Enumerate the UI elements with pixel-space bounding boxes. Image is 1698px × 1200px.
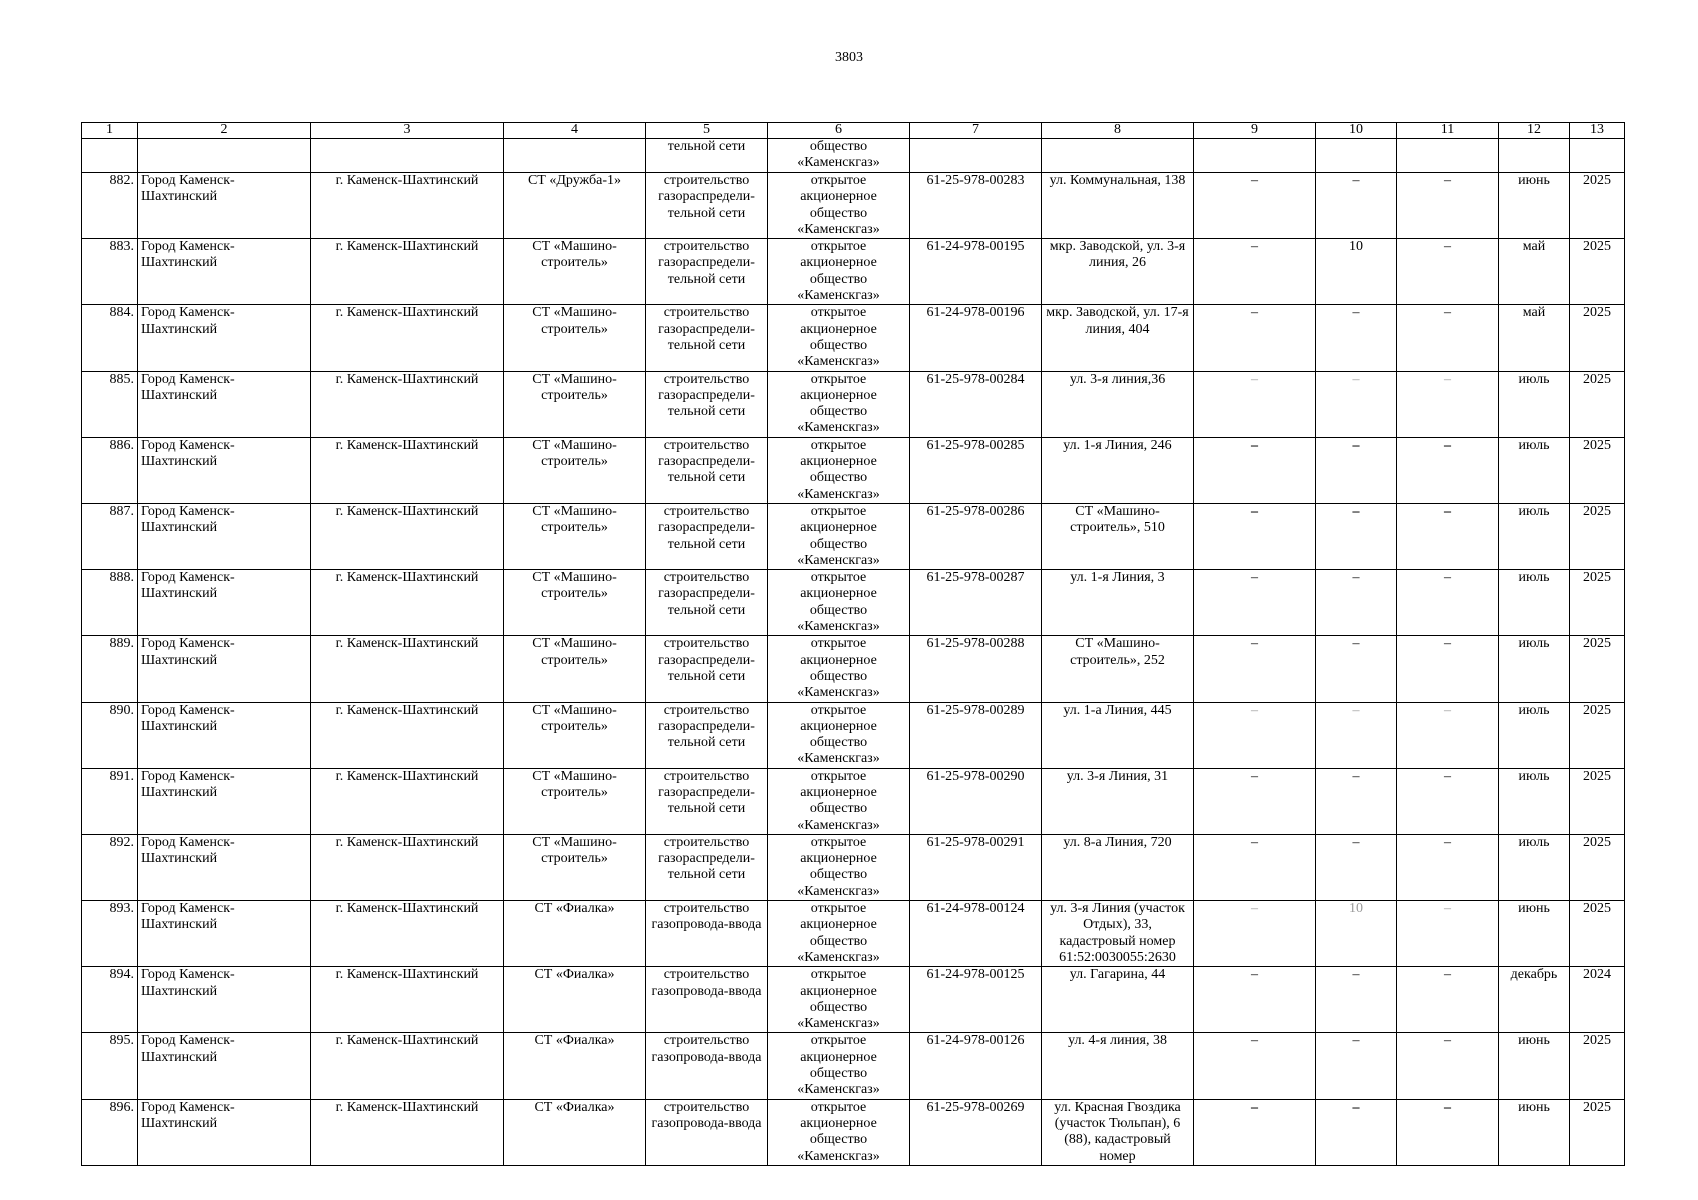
district-cell: Город Каменск-Шахтинский — [138, 570, 311, 636]
col9-cell: – — [1194, 1099, 1316, 1165]
col10-cell: – — [1316, 437, 1397, 503]
settlement-cell: г. Каменск-Шахтинский — [311, 305, 504, 371]
col11-cell: – — [1397, 1099, 1499, 1165]
address-cell: ул. Коммунальная, 138 — [1042, 173, 1194, 239]
col10-cell: – — [1316, 173, 1397, 239]
col9-cell: – — [1194, 173, 1316, 239]
district-cell: Город Каменск-Шахтинский — [138, 967, 311, 1033]
month-cell: июнь — [1499, 173, 1570, 239]
settlement-cell: г. Каменск-Шахтинский — [311, 702, 504, 768]
continuation-work-cell: тельной сети — [646, 139, 768, 173]
organization-cell: открытое акционерное общество «Каменскгаз» — [768, 901, 910, 967]
col11-cell: – — [1397, 437, 1499, 503]
col10-cell: – — [1316, 1099, 1397, 1165]
district-cell: Город Каменск-Шахтинский — [138, 901, 311, 967]
month-cell: июнь — [1499, 901, 1570, 967]
col-header-10: 10 — [1316, 123, 1397, 139]
work-type-cell: строительство газопровода-ввода — [646, 901, 768, 967]
address-cell: ул. 3-я линия,36 — [1042, 371, 1194, 437]
table-row — [82, 173, 1625, 239]
organization-cell: открытое акционерное общество «Каменскгаз» — [768, 768, 910, 834]
work-type-cell: строительство газораспредели-тельной сети — [646, 636, 768, 702]
table-row — [82, 834, 1625, 900]
col-header-7: 7 — [910, 123, 1042, 139]
col-header-3: 3 — [311, 123, 504, 139]
col9-cell: – — [1194, 305, 1316, 371]
settlement-cell: г. Каменск-Шахтинский — [311, 636, 504, 702]
registration-number-cell: 61-24-978-00196 — [910, 305, 1042, 371]
page-number: 3803 — [835, 50, 863, 65]
table-row — [82, 305, 1625, 371]
col10-cell: – — [1316, 503, 1397, 569]
table-row — [82, 1033, 1625, 1099]
col9-cell: – — [1194, 437, 1316, 503]
work-type-cell: строительство газораспредели-тельной сети — [646, 570, 768, 636]
col-header-13: 13 — [1570, 123, 1625, 139]
row-number-cell: 895. — [82, 1033, 138, 1099]
work-type-cell: строительство газораспредели-тельной сети — [646, 768, 768, 834]
address-cell: мкр. Заводской, ул. 17-я линия, 404 — [1042, 305, 1194, 371]
object-cell: СТ «Фиалка» — [504, 967, 646, 1033]
object-cell: СТ «Фиалка» — [504, 1033, 646, 1099]
row-number-cell: 891. — [82, 768, 138, 834]
col11-cell: – — [1397, 371, 1499, 437]
row-number-cell: 887. — [82, 503, 138, 569]
col9-cell: – — [1194, 239, 1316, 305]
col10-cell: – — [1316, 570, 1397, 636]
address-cell: ул. 1-а Линия, 445 — [1042, 702, 1194, 768]
row-number-cell: 884. — [82, 305, 138, 371]
col-header-9: 9 — [1194, 123, 1316, 139]
row-number-cell: 896. — [82, 1099, 138, 1165]
col11-cell: – — [1397, 1033, 1499, 1099]
district-cell: Город Каменск-Шахтинский — [138, 768, 311, 834]
row-number-cell: 894. — [82, 967, 138, 1033]
work-type-cell: строительство газораспредели-тельной сети — [646, 503, 768, 569]
settlement-cell: г. Каменск-Шахтинский — [311, 834, 504, 900]
col10-cell: 10 — [1316, 239, 1397, 305]
registration-number-cell: 61-25-978-00284 — [910, 371, 1042, 437]
registration-number-cell: 61-24-978-00125 — [910, 967, 1042, 1033]
district-cell: Город Каменск-Шахтинский — [138, 503, 311, 569]
col9-cell: – — [1194, 702, 1316, 768]
row-number-cell: 893. — [82, 901, 138, 967]
registration-number-cell: 61-24-978-00124 — [910, 901, 1042, 967]
district-cell: Город Каменск-Шахтинский — [138, 1033, 311, 1099]
year-cell: 2025 — [1570, 437, 1625, 503]
organization-cell: открытое акционерное общество «Каменскгаз» — [768, 1033, 910, 1099]
year-cell: 2025 — [1570, 834, 1625, 900]
registration-number-cell: 61-25-978-00269 — [910, 1099, 1042, 1165]
month-cell: июль — [1499, 437, 1570, 503]
table-row — [82, 901, 1625, 967]
col10-cell: 10 — [1316, 901, 1397, 967]
month-cell: июль — [1499, 503, 1570, 569]
month-cell: июль — [1499, 570, 1570, 636]
settlement-cell: г. Каменск-Шахтинский — [311, 437, 504, 503]
settlement-cell: г. Каменск-Шахтинский — [311, 768, 504, 834]
address-cell: мкр. Заводской, ул. 3-я линия, 26 — [1042, 239, 1194, 305]
month-cell: май — [1499, 239, 1570, 305]
col-header-6: 6 — [768, 123, 910, 139]
col11-cell: – — [1397, 702, 1499, 768]
year-cell: 2025 — [1570, 371, 1625, 437]
month-cell: июль — [1499, 636, 1570, 702]
organization-cell: открытое акционерное общество «Каменскгаз» — [768, 967, 910, 1033]
month-cell: июль — [1499, 702, 1570, 768]
settlement-cell: г. Каменск-Шахтинский — [311, 371, 504, 437]
row-number-cell: 885. — [82, 371, 138, 437]
continuation-org-cell: общество «Каменскгаз» — [768, 139, 910, 173]
month-cell: май — [1499, 305, 1570, 371]
organization-cell: открытое акционерное общество «Каменскгаз» — [768, 239, 910, 305]
month-cell: июль — [1499, 371, 1570, 437]
address-cell: ул. Гагарина, 44 — [1042, 967, 1194, 1033]
col9-cell: – — [1194, 570, 1316, 636]
col9-cell: – — [1194, 1033, 1316, 1099]
district-cell: Город Каменск-Шахтинский — [138, 636, 311, 702]
table-row — [82, 371, 1625, 437]
work-type-cell: строительство газораспредели-тельной сети — [646, 239, 768, 305]
col11-cell: – — [1397, 768, 1499, 834]
address-cell: СТ «Машино-строитель», 252 — [1042, 636, 1194, 702]
district-cell: Город Каменск-Шахтинский — [138, 305, 311, 371]
work-type-cell: строительство газораспредели-тельной сети — [646, 702, 768, 768]
address-cell: ул. 3-я Линия, 31 — [1042, 768, 1194, 834]
work-type-cell: строительство газораспредели-тельной сети — [646, 305, 768, 371]
row-number-cell: 890. — [82, 702, 138, 768]
col-header-1: 1 — [82, 123, 138, 139]
address-cell: ул. 3-я Линия (участок Отдых), 33, кадастровый номер 61:52:0030055:2630 — [1042, 901, 1194, 967]
district-cell: Город Каменск-Шахтинский — [138, 371, 311, 437]
organization-cell: открытое акционерное общество «Каменскгаз» — [768, 503, 910, 569]
work-type-cell: строительство газопровода-ввода — [646, 1033, 768, 1099]
col-header-8: 8 — [1042, 123, 1194, 139]
year-cell: 2025 — [1570, 768, 1625, 834]
settlement-cell: г. Каменск-Шахтинский — [311, 967, 504, 1033]
address-cell: ул. 1-я Линия, 246 — [1042, 437, 1194, 503]
col11-cell: – — [1397, 570, 1499, 636]
registration-number-cell: 61-25-978-00289 — [910, 702, 1042, 768]
year-cell: 2025 — [1570, 901, 1625, 967]
col10-cell: – — [1316, 1033, 1397, 1099]
object-cell: СТ «Машино-строитель» — [504, 834, 646, 900]
settlement-cell: г. Каменск-Шахтинский — [311, 570, 504, 636]
table-row — [82, 570, 1625, 636]
organization-cell: открытое акционерное общество «Каменскгаз» — [768, 570, 910, 636]
organization-cell: открытое акционерное общество «Каменскгаз» — [768, 834, 910, 900]
district-cell: Город Каменск-Шахтинский — [138, 437, 311, 503]
district-cell: Город Каменск-Шахтинский — [138, 834, 311, 900]
col10-cell: – — [1316, 768, 1397, 834]
organization-cell: открытое акционерное общество «Каменскгаз» — [768, 371, 910, 437]
month-cell: июнь — [1499, 1033, 1570, 1099]
work-type-cell: строительство газораспредели-тельной сети — [646, 437, 768, 503]
month-cell: июль — [1499, 834, 1570, 900]
row-number-cell: 882. — [82, 173, 138, 239]
address-cell: ул. 1-я Линия, 3 — [1042, 570, 1194, 636]
registration-number-cell: 61-25-978-00283 — [910, 173, 1042, 239]
address-cell: ул. 8-а Линия, 720 — [1042, 834, 1194, 900]
col9-cell: – — [1194, 834, 1316, 900]
organization-cell: открытое акционерное общество «Каменскгаз» — [768, 305, 910, 371]
organization-cell: открытое акционерное общество «Каменскгаз» — [768, 437, 910, 503]
table-row — [82, 437, 1625, 503]
year-cell: 2024 — [1570, 967, 1625, 1033]
organization-cell: открытое акционерное общество «Каменскгаз» — [768, 702, 910, 768]
object-cell: СТ «Машино-строитель» — [504, 636, 646, 702]
year-cell: 2025 — [1570, 570, 1625, 636]
object-cell: СТ «Машино-строитель» — [504, 503, 646, 569]
year-cell: 2025 — [1570, 702, 1625, 768]
work-type-cell: строительство газораспредели-тельной сети — [646, 173, 768, 239]
district-cell: Город Каменск-Шахтинский — [138, 702, 311, 768]
col9-cell: – — [1194, 967, 1316, 1033]
settlement-cell: г. Каменск-Шахтинский — [311, 1099, 504, 1165]
col9-cell: – — [1194, 371, 1316, 437]
object-cell: СТ «Машино-строитель» — [504, 768, 646, 834]
district-cell: Город Каменск-Шахтинский — [138, 239, 311, 305]
col10-cell: – — [1316, 702, 1397, 768]
col11-cell: – — [1397, 901, 1499, 967]
object-cell: СТ «Машино-строитель» — [504, 371, 646, 437]
col11-cell: – — [1397, 834, 1499, 900]
registration-number-cell: 61-24-978-00126 — [910, 1033, 1042, 1099]
organization-cell: открытое акционерное общество «Каменскгаз» — [768, 173, 910, 239]
col-header-12: 12 — [1499, 123, 1570, 139]
year-cell: 2025 — [1570, 636, 1625, 702]
table-row — [82, 768, 1625, 834]
settlement-cell: г. Каменск-Шахтинский — [311, 173, 504, 239]
month-cell: декабрь — [1499, 967, 1570, 1033]
district-cell: Город Каменск-Шахтинский — [138, 1099, 311, 1165]
year-cell: 2025 — [1570, 173, 1625, 239]
registration-number-cell: 61-25-978-00286 — [910, 503, 1042, 569]
col-header-11: 11 — [1397, 123, 1499, 139]
registration-number-cell: 61-24-978-00195 — [910, 239, 1042, 305]
address-cell: СТ «Машино-строитель», 510 — [1042, 503, 1194, 569]
work-type-cell: строительство газораспредели-тельной сети — [646, 371, 768, 437]
row-number-cell: 892. — [82, 834, 138, 900]
col11-cell: – — [1397, 636, 1499, 702]
column-number-header-row — [82, 123, 1625, 139]
settlement-cell: г. Каменск-Шахтинский — [311, 239, 504, 305]
year-cell: 2025 — [1570, 1033, 1625, 1099]
registration-number-cell: 61-25-978-00285 — [910, 437, 1042, 503]
col-header-2: 2 — [138, 123, 311, 139]
col10-cell: – — [1316, 371, 1397, 437]
work-type-cell: строительство газопровода-ввода — [646, 967, 768, 1033]
col11-cell: – — [1397, 305, 1499, 371]
row-number-cell: 889. — [82, 636, 138, 702]
settlement-cell: г. Каменск-Шахтинский — [311, 901, 504, 967]
address-cell: ул. Красная Гвоздика (участок Тюльпан), 6 (88), кадастровый номер — [1042, 1099, 1194, 1165]
registration-number-cell: 61-25-978-00287 — [910, 570, 1042, 636]
organization-cell: открытое акционерное общество «Каменскгаз» — [768, 1099, 910, 1165]
table-row — [82, 636, 1625, 702]
object-cell: СТ «Машино-строитель» — [504, 305, 646, 371]
registration-number-cell: 61-25-978-00290 — [910, 768, 1042, 834]
organization-cell: открытое акционерное общество «Каменскгаз» — [768, 636, 910, 702]
object-cell: СТ «Машино-строитель» — [504, 570, 646, 636]
table-row — [82, 503, 1625, 569]
col9-cell: – — [1194, 768, 1316, 834]
col-header-5: 5 — [646, 123, 768, 139]
col11-cell: – — [1397, 503, 1499, 569]
table-row — [82, 1099, 1625, 1165]
col9-cell: – — [1194, 636, 1316, 702]
district-cell: Город Каменск-Шахтинский — [138, 173, 311, 239]
table-row — [82, 702, 1625, 768]
month-cell: июль — [1499, 768, 1570, 834]
settlement-cell: г. Каменск-Шахтинский — [311, 1033, 504, 1099]
col11-cell: – — [1397, 967, 1499, 1033]
object-cell: СТ «Машино-строитель» — [504, 437, 646, 503]
col10-cell: – — [1316, 834, 1397, 900]
month-cell: июнь — [1499, 1099, 1570, 1165]
row-number-cell: 888. — [82, 570, 138, 636]
continuation-row — [82, 139, 1625, 173]
object-cell: СТ «Машино-строитель» — [504, 239, 646, 305]
year-cell: 2025 — [1570, 503, 1625, 569]
col-header-4: 4 — [504, 123, 646, 139]
col11-cell: – — [1397, 173, 1499, 239]
row-number-cell: 886. — [82, 437, 138, 503]
address-cell: ул. 4-я линия, 38 — [1042, 1033, 1194, 1099]
object-cell: СТ «Фиалка» — [504, 901, 646, 967]
col9-cell: – — [1194, 503, 1316, 569]
work-type-cell: строительство газопровода-ввода — [646, 1099, 768, 1165]
col10-cell: – — [1316, 967, 1397, 1033]
table-row — [82, 239, 1625, 305]
work-type-cell: строительство газораспредели-тельной сети — [646, 834, 768, 900]
settlement-cell: г. Каменск-Шахтинский — [311, 503, 504, 569]
col11-cell: – — [1397, 239, 1499, 305]
object-cell: СТ «Машино-строитель» — [504, 702, 646, 768]
col10-cell: – — [1316, 636, 1397, 702]
gas-network-register-table — [81, 122, 1625, 1166]
col9-cell: – — [1194, 901, 1316, 967]
object-cell: СТ «Фиалка» — [504, 1099, 646, 1165]
col10-cell: – — [1316, 305, 1397, 371]
year-cell: 2025 — [1570, 239, 1625, 305]
registration-number-cell: 61-25-978-00288 — [910, 636, 1042, 702]
table-row — [82, 967, 1625, 1033]
year-cell: 2025 — [1570, 305, 1625, 371]
object-cell: СТ «Дружба-1» — [504, 173, 646, 239]
registration-number-cell: 61-25-978-00291 — [910, 834, 1042, 900]
row-number-cell: 883. — [82, 239, 138, 305]
year-cell: 2025 — [1570, 1099, 1625, 1165]
